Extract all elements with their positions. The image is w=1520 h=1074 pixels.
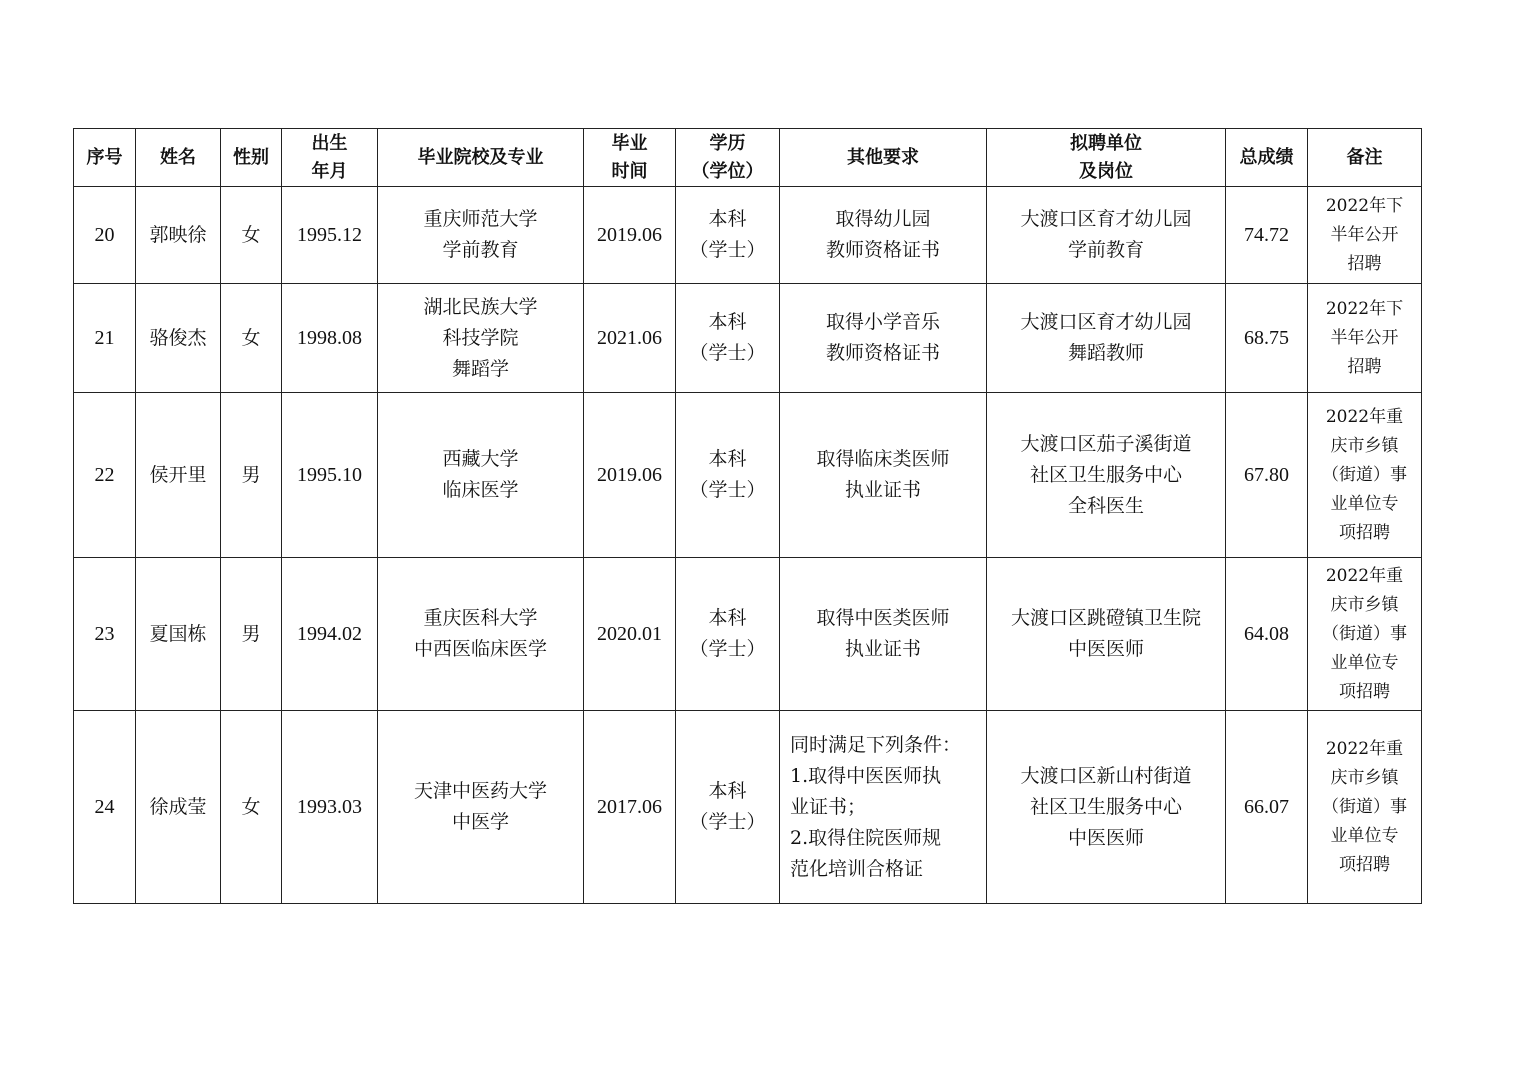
- cell-name: 徐成莹: [136, 711, 221, 904]
- cell-school-major: 重庆医科大学 中西医临床医学: [378, 558, 584, 711]
- cell-birth: 1995.10: [282, 393, 378, 558]
- cell-education: 本科 （学士）: [676, 711, 780, 904]
- header-unit-post: 拟聘单位 及岗位: [987, 129, 1226, 187]
- cell-gender: 女: [221, 187, 282, 284]
- cell-remark: 2022年重 庆市乡镇 （街道）事 业单位专 项招聘: [1308, 558, 1422, 711]
- cell-unit-post: 大渡口区新山村街道 社区卫生服务中心 中医医师: [987, 711, 1226, 904]
- header-seq: 序号: [74, 129, 136, 187]
- cell-requirements: [780, 711, 987, 904]
- cell-education: 本科 （学士）: [676, 187, 780, 284]
- cell-grad-time: 2021.06: [584, 284, 676, 393]
- header-school-major: 毕业院校及专业: [378, 129, 584, 187]
- cell-name: 侯开里: [136, 393, 221, 558]
- cell-score: 68.75: [1226, 284, 1308, 393]
- cell-birth: 1994.02: [282, 558, 378, 711]
- header-gender: 性别: [221, 129, 282, 187]
- table-row: [74, 187, 1422, 284]
- cell-school-major: 湖北民族大学 科技学院 舞蹈学: [378, 284, 584, 393]
- cell-seq: 20: [74, 187, 136, 284]
- cell-gender: 男: [221, 393, 282, 558]
- recruitment-table: [73, 128, 1422, 904]
- cell-unit-post: 大渡口区茄子溪街道 社区卫生服务中心 全科医生: [987, 393, 1226, 558]
- cell-grad-time: 2020.01: [584, 558, 676, 711]
- cell-unit-post: 大渡口区跳磴镇卫生院 中医医师: [987, 558, 1226, 711]
- cell-score: 64.08: [1226, 558, 1308, 711]
- requirements-text: 同时满足下列条件： 1.取得中医医师执 业证书； 2.取得住院医师规 范化培训合格证: [790, 733, 962, 880]
- cell-seq: 23: [74, 558, 136, 711]
- cell-requirements: 取得中医类医师 执业证书: [780, 558, 987, 711]
- table-row: [74, 284, 1422, 393]
- cell-gender: 男: [221, 558, 282, 711]
- header-remark: 备注: [1308, 129, 1422, 187]
- cell-remark: 2022年下 半年公开 招聘: [1308, 284, 1422, 393]
- cell-grad-time: 2017.06: [584, 711, 676, 904]
- cell-education: 本科 （学士）: [676, 284, 780, 393]
- header-birth: 出生 年月: [282, 129, 378, 187]
- cell-birth: 1995.12: [282, 187, 378, 284]
- cell-school-major: 天津中医药大学 中医学: [378, 711, 584, 904]
- cell-seq: 22: [74, 393, 136, 558]
- header-grad-time: 毕业 时间: [584, 129, 676, 187]
- cell-requirements: 取得临床类医师 执业证书: [780, 393, 987, 558]
- header-requirements: 其他要求: [780, 129, 987, 187]
- cell-name: 骆俊杰: [136, 284, 221, 393]
- cell-score: 66.07: [1226, 711, 1308, 904]
- cell-seq: 24: [74, 711, 136, 904]
- cell-remark: 2022年重 庆市乡镇 （街道）事 业单位专 项招聘: [1308, 393, 1422, 558]
- table-row: [74, 393, 1422, 558]
- cell-unit-post: 大渡口区育才幼儿园 学前教育: [987, 187, 1226, 284]
- header-education: 学历 （学位）: [676, 129, 780, 187]
- header-row: [74, 129, 1422, 187]
- header-name: 姓名: [136, 129, 221, 187]
- cell-birth: 1998.08: [282, 284, 378, 393]
- cell-grad-time: 2019.06: [584, 393, 676, 558]
- cell-grad-time: 2019.06: [584, 187, 676, 284]
- cell-gender: 女: [221, 711, 282, 904]
- header-score: 总成绩: [1226, 129, 1308, 187]
- table-row: [74, 711, 1422, 904]
- cell-gender: 女: [221, 284, 282, 393]
- cell-remark: 2022年重 庆市乡镇 （街道）事 业单位专 项招聘: [1308, 711, 1422, 904]
- cell-education: 本科 （学士）: [676, 558, 780, 711]
- cell-school-major: 重庆师范大学 学前教育: [378, 187, 584, 284]
- cell-name: 郭映徐: [136, 187, 221, 284]
- cell-requirements: 取得小学音乐 教师资格证书: [780, 284, 987, 393]
- cell-birth: 1993.03: [282, 711, 378, 904]
- cell-remark: 2022年下 半年公开 招聘: [1308, 187, 1422, 284]
- cell-education: 本科 （学士）: [676, 393, 780, 558]
- cell-requirements: 取得幼儿园 教师资格证书: [780, 187, 987, 284]
- cell-score: 67.80: [1226, 393, 1308, 558]
- cell-score: 74.72: [1226, 187, 1308, 284]
- cell-seq: 21: [74, 284, 136, 393]
- cell-unit-post: 大渡口区育才幼儿园 舞蹈教师: [987, 284, 1226, 393]
- table-row: [74, 558, 1422, 711]
- cell-school-major: 西藏大学 临床医学: [378, 393, 584, 558]
- cell-name: 夏国栋: [136, 558, 221, 711]
